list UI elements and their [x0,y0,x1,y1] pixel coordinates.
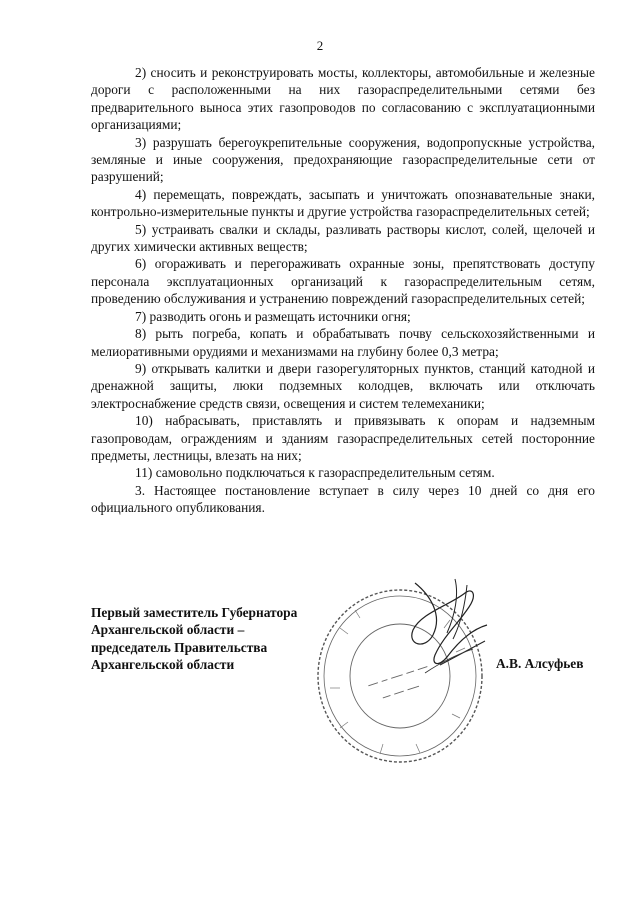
page-number: 2 [316,38,324,53]
list-item: 11) самовольно подключаться к газораспределительным сетям. [135,465,495,481]
list-item: 6) огораживать и перегораживать охранные зоны, препятствовать доступу персонала эксплуатационных организаций к газораспределительным сетям, проведению обслуживания и устранению повреждений газораспределительных сетей; [91,256,595,307]
signatory-position-line: Архангельской области [91,657,235,673]
list-item: 7) разводить огонь и размещать источники огня; [135,308,411,324]
signatory-position-line: председатель Правительства [91,639,268,655]
list-item: 9) открывать калитки и двери газорегуляторных пунктов, станций катодной и дренажной защиты, люки подземных колодцев, включать или отключать электроснабжение средств связи, освещения и систем телемеханики; [91,360,595,411]
list-item: 3) разрушать берегоукрепительные сооружения, водопропускные устройства, земляные и иные сооружения, предохраняющие газораспределительные сети от разрушений; [91,134,595,185]
list-item: 8) рыть погреба, копать и обрабатывать почву сельскохозяйственными и мелиоративными орудиями и механизмами на глубину более 0,3 метра; [91,326,595,359]
body-text [91,64,595,517]
signatory-name: А.В. Алсуфьев [496,656,584,671]
list-item: 2) сносить и реконструировать мосты, коллекторы, автомобильные и железные дороги с расположенными на них газораспределительными сетями без предварительного выноса этих газопроводов по согласованию с эксплуатационными организациями; [91,65,595,133]
list-item: 5) устраивать свалки и склады, разливать растворы кислот, солей, щелочей и других химически активных веществ; [91,221,595,255]
list-item: 4) перемещать, повреждать, засыпать и уничтожать опознавательные знаки, контрольно-измерительные пункты и другие устройства газораспределительных сетей; [91,186,595,220]
handwritten-signature [395,575,505,680]
list-item: 10) набрасывать, приставлять и привязывать к опорам и надземным газопроводам, ограждениям и зданиям газораспределительных сетей посторонние предметы, лестницы, влезать на них; [91,413,595,463]
effective-date-clause: 3. Настоящее постановление вступает в силу через 10 дней со дня его официального опубликования. [91,482,595,516]
signatory-position-line: Первый заместитель Губернатора [91,605,298,620]
signatory-position-line: Архангельской области – [91,622,245,638]
